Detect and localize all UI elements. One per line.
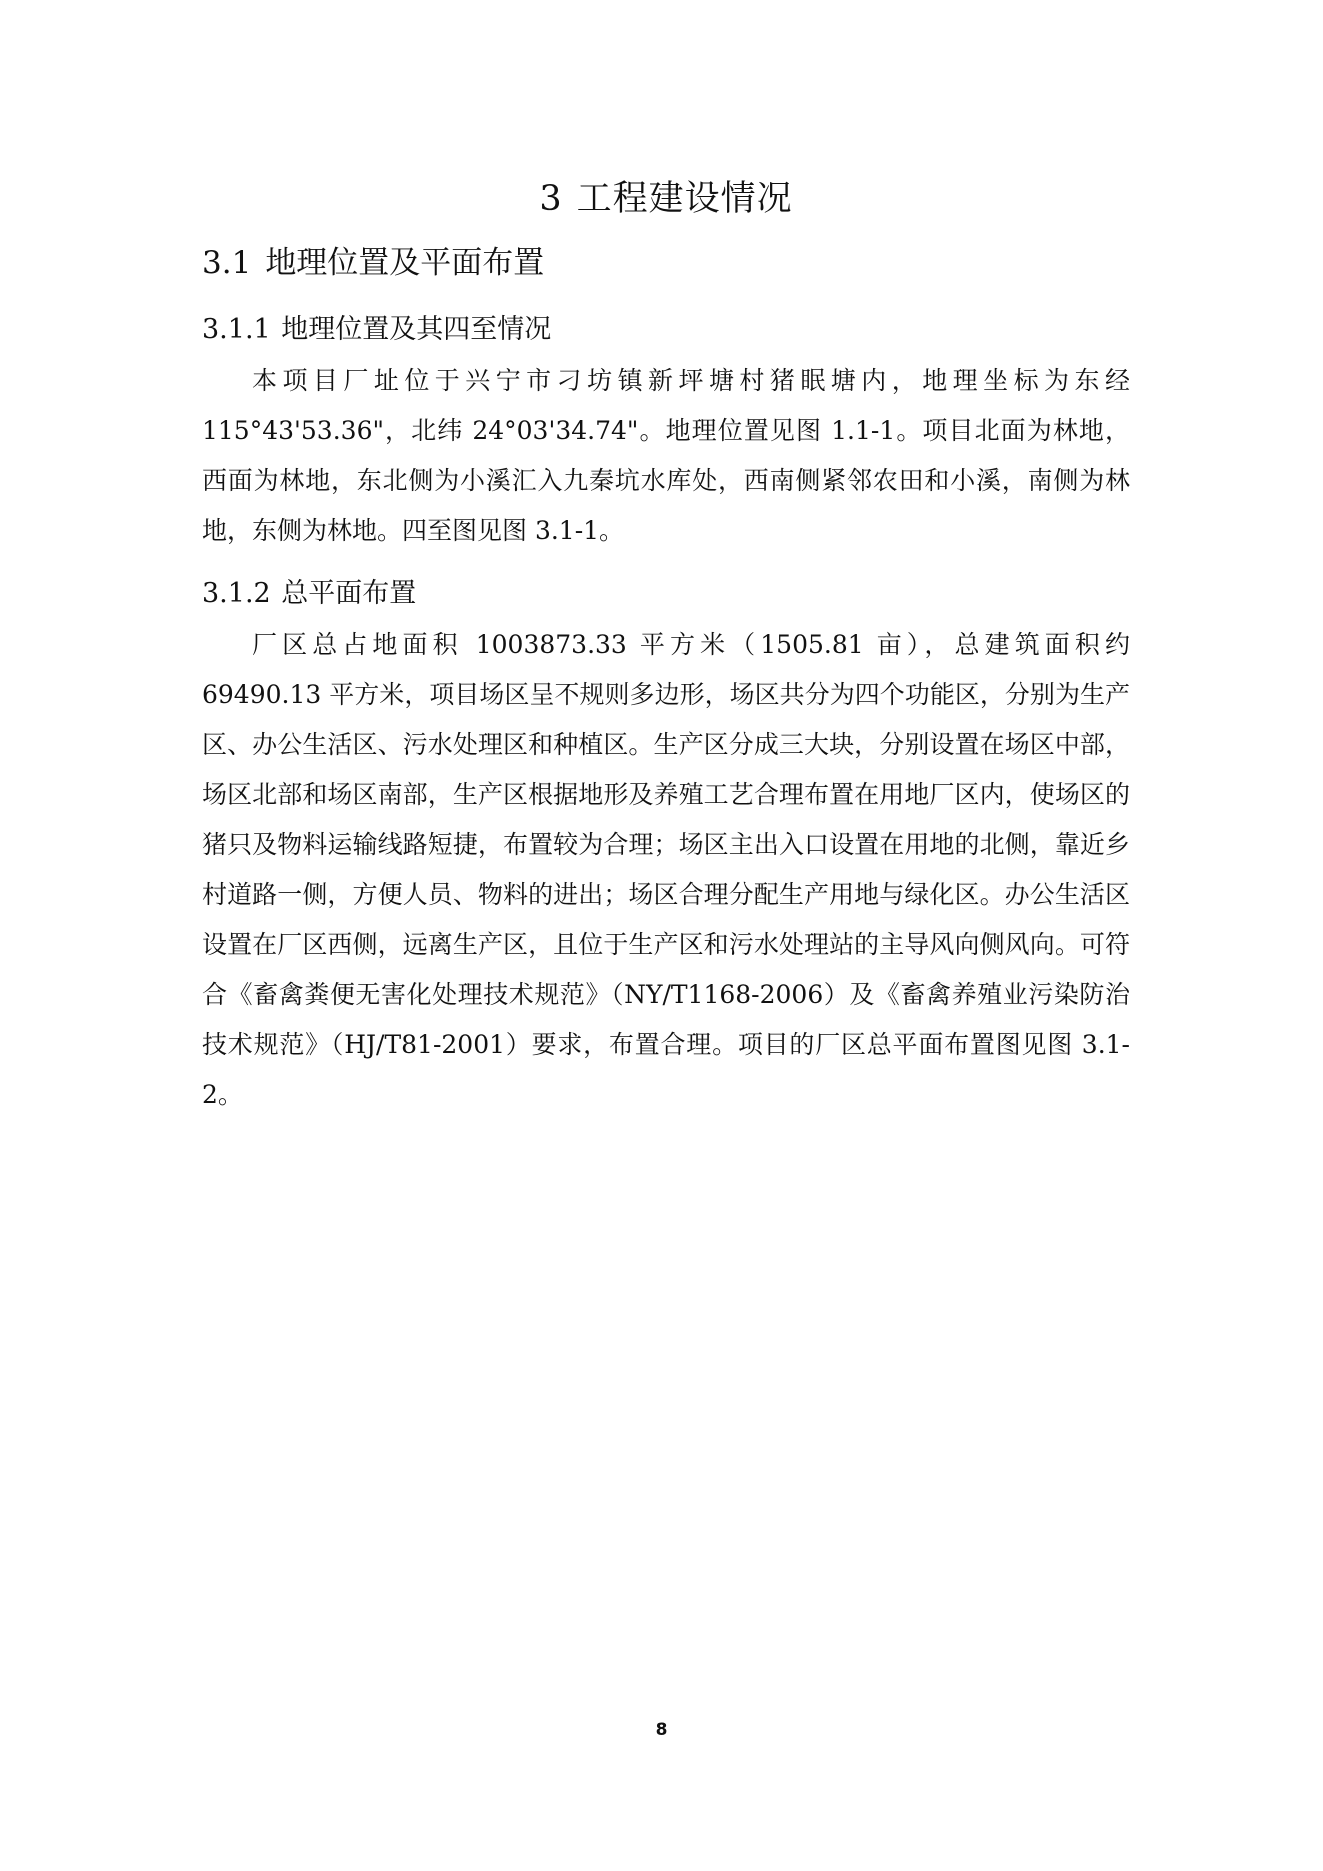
subsection-number: 3.1.1 [202,314,271,345]
subsection-title-location [202,304,1130,356]
subsection-title-layout [202,568,1130,620]
page-number: 8 [655,1720,668,1740]
chapter-title [202,170,1130,228]
chapter-title-text: 工程建设情况 [576,179,793,219]
paragraph-location: 本项目厂址位于兴宁市刁坊镇新坪塘村猪眠塘内，地理坐标为东经115°43'53.36"，北纬 24°03'34.74"。地理位置见图 1.1-1。项目北面为林地，西面为林地，东北侧为小溪汇入九秦坑水库处，西南侧紧邻农田和小溪，南侧为林地，东侧为林地。四至图见图 3.1-1。 [202,366,1130,545]
subsection-number: 3.1.2 [202,578,271,609]
page-content [202,170,1130,1120]
subsection-title-text: 总平面布置 [281,578,417,609]
subsection-title-text: 地理位置及其四至情况 [281,314,552,345]
chapter-number: 3 [539,179,563,219]
section-title-text: 地理位置及平面布置 [265,245,545,281]
paragraph-layout: 厂区总占地面积 1003873.33 平方米（1505.81 亩），总建筑面积约 69490.13 平方米，项目场区呈不规则多边形，场区共分为四个功能区，分别为生产区、办公生活区、污水处理区和种植区。生产区分成三大块，分别设置在场区中部，场区北部和场区南部，生产区根据地形及养殖工艺合理布置在用地厂区内，使场区的猪只及物料运输线路短捷，布置较为合理；场区主出入口设置在用地的北侧，靠近乡村道路一侧，方便人员、物料的进出；场区合理分配生产用地与绿化区。办公生活区设置在厂区西侧，远离生产区，且位于生产区和污水处理站的主导风向侧风向。可符合《畜禽粪便无害化处理技术规范》（NY/T1168-2006）及《畜禽养殖业污染防治技术规范》（HJ/T81-2001）要求，布置合理。项目的厂区总平面布置图见图 3.1-2。 [202,630,1130,1109]
section-number: 3.1 [202,245,252,281]
section-title [202,234,1130,292]
